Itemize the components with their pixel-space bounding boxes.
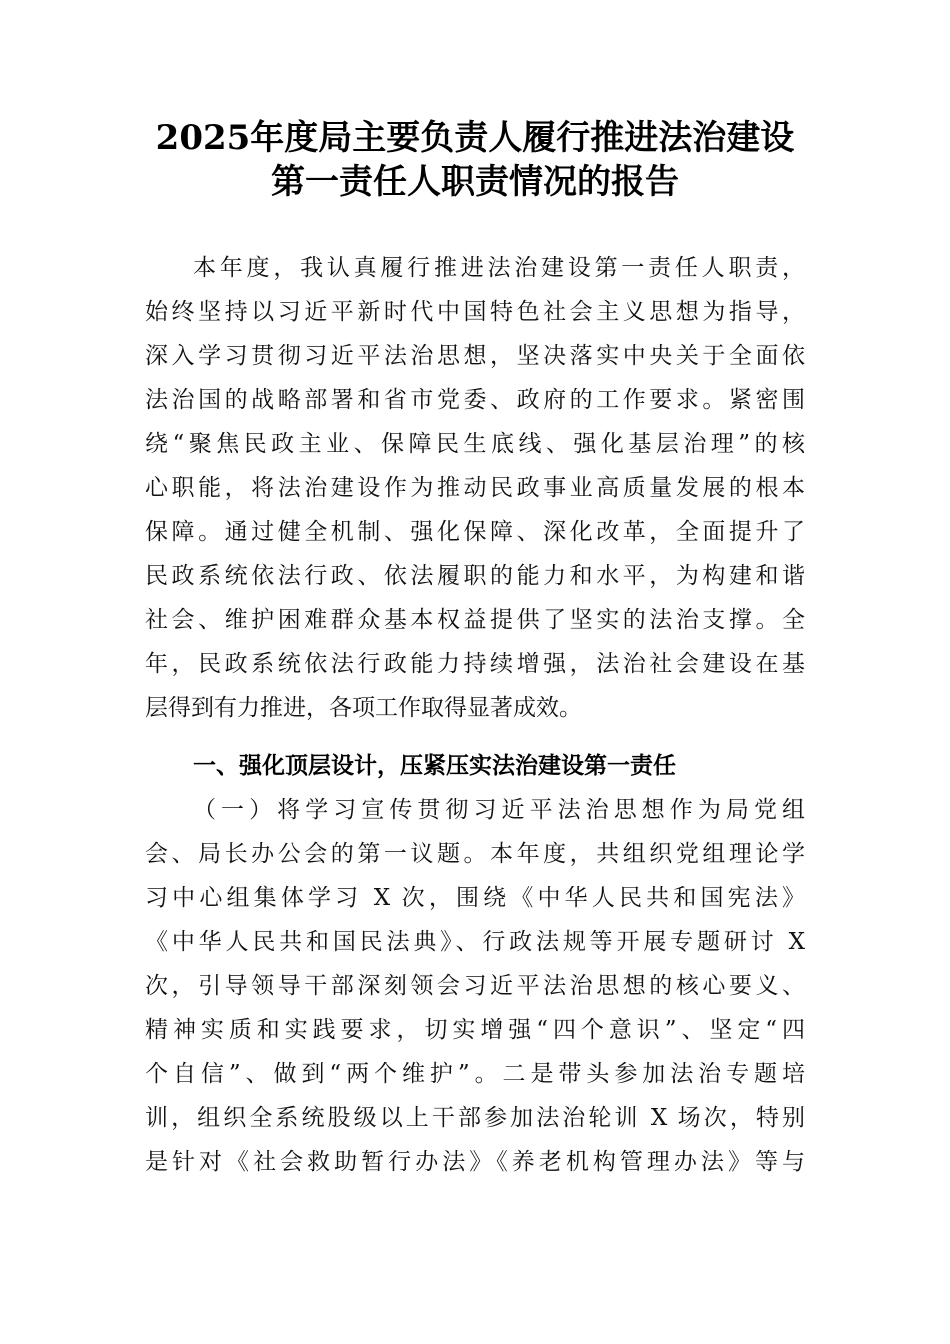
intro-paragraph-line: 绕“聚焦民政主业、保障民生底线、强化基层治理”的核 (145, 431, 805, 457)
section-paragraph-line: 会、局长办公会的第一议题。本年度，共组织党组理论学 (145, 841, 805, 867)
section-paragraph-line: 次，引导领导干部深刻领会习近平法治思想的核心要义、 (145, 973, 805, 999)
intro-paragraph-line: 层得到有力推进，各项工作取得显著成效。 (145, 695, 582, 721)
intro-paragraph-line: 保障。通过健全机制、强化保障、深化改革，全面提升了 (145, 519, 805, 545)
section-paragraph-line: 习中心组集体学习 X 次，围绕《中华人民共和国宪法》 (145, 885, 805, 911)
intro-paragraph-line: 法治国的战略部署和省市党委、政府的工作要求。紧密围 (145, 387, 805, 413)
intro-paragraph-line: 社会、维护困难群众基本权益提供了坚实的法治支撑。全 (145, 607, 805, 633)
section-paragraph-line: （一）将学习宣传贯彻习近平法治思想作为局党组 (193, 797, 805, 823)
section-paragraph-line: 精神实质和实践要求，切实增强“四个意识”、坚定“四 (145, 1017, 805, 1043)
intro-paragraph-line: 本年度，我认真履行推进法治建设第一责任人职责， (193, 255, 805, 281)
document-title-line-1: 2025年度局主要负责人履行推进法治建设 (155, 118, 795, 158)
document-title-line-2: 第一责任人职责情况的报告 (271, 162, 679, 202)
section-heading: 一、强化顶层设计，压紧压实法治建设第一责任 (193, 753, 676, 779)
section-paragraph-line: 是针对《社会救助暂行办法》《养老机构管理办法》等与 (145, 1149, 805, 1175)
intro-paragraph-line: 始终坚持以习近平新时代中国特色社会主义思想为指导， (145, 299, 805, 325)
intro-paragraph-line: 年，民政系统依法行政能力持续增强，法治社会建设在基 (145, 651, 805, 677)
intro-paragraph-line: 心职能，将法治建设作为推动民政事业高质量发展的根本 (145, 475, 805, 501)
section-paragraph-line: 训，组织全系统股级以上干部参加法治轮训 X 场次，特别 (145, 1105, 805, 1131)
intro-paragraph-line: 民政系统依法行政、依法履职的能力和水平，为构建和谐 (145, 563, 805, 589)
intro-paragraph-line: 深入学习贯彻习近平法治思想，坚决落实中央关于全面依 (145, 343, 805, 369)
section-paragraph-line: 个自信”、做到“两个维护”。二是带头参加法治专题培 (145, 1061, 805, 1087)
section-paragraph-line: 《中华人民共和国民法典》、行政法规等开展专题研讨 X (145, 929, 805, 955)
